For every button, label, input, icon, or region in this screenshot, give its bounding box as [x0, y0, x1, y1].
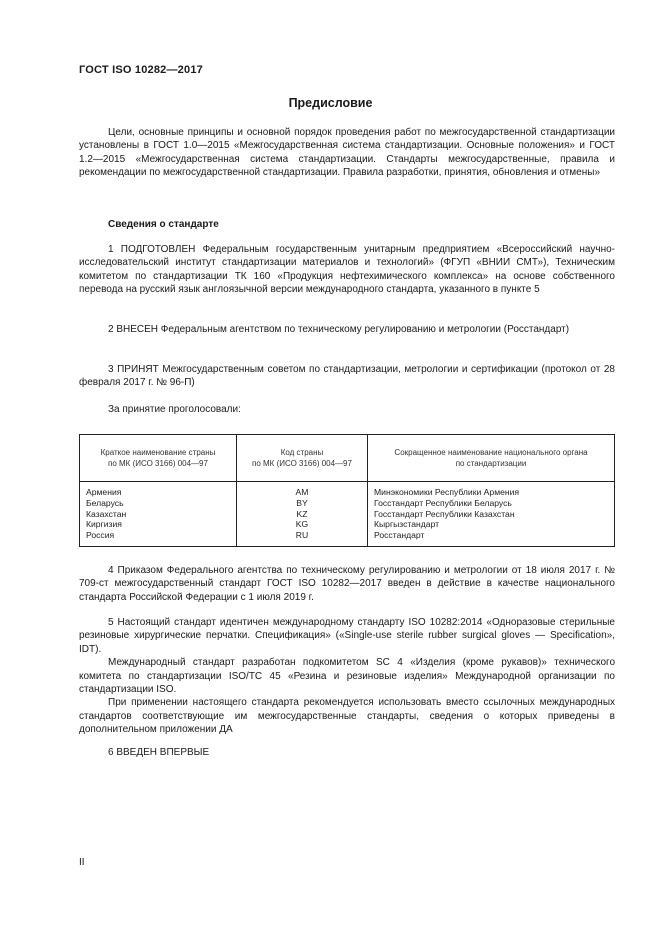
- body-cell: Госстандарт Республики Беларусь: [374, 497, 512, 508]
- item-1-text: 1 ПОДГОТОВЛЕН Федеральным государственным унитарным предприятием «Всероссийский научно-исследовательский институт стандартизации материалов и технологий» (ФГУП «ВНИИ СМТ»), Техническим комитетом по стандартизации ТК 160 «Продукция нефтехимического комплекса» на основе собственного перевода на русский язык англоязычной версии международного стандарта, указанного в пункте 5: [79, 244, 615, 296]
- voting-table: [79, 434, 615, 547]
- voted-text: За принятие проголосовали:: [108, 404, 241, 415]
- code-cell: KZ: [296, 508, 308, 519]
- country-cell: Россия: [86, 530, 115, 541]
- item-6-text: 6 ВВЕДЕН ВПЕРВЫЕ: [108, 747, 210, 758]
- item-3-text: 3 ПРИНЯТ Межгосударственным советом по стандартизации, метрологии и сертификации (протокол от 28 февраля 2017 г. № 96-П): [79, 364, 615, 389]
- table-header-row: [80, 435, 615, 482]
- header-code-line2: по МК (ИСО 3166) 004—97: [252, 459, 352, 468]
- code-cell: AM: [295, 487, 309, 497]
- country-cell: Казахстан: [86, 508, 127, 519]
- code-column: [237, 482, 368, 547]
- item-4: [79, 564, 615, 604]
- item-5-subcommittee: Международный стандарт разработан подкомитетом SC 4 «Изделия (кроме рукавов)» технического комитета по стандартизации ISO/TC 45 «Резина и резиновые изделия» Международной организации по стандартизации ISO.: [79, 657, 615, 696]
- document-header: ГОСТ ISO 10282—2017: [79, 64, 203, 76]
- header-body: [368, 435, 615, 482]
- header-body-line1: Сокращенное наименование национального органа: [394, 448, 588, 457]
- header-country: [80, 435, 237, 482]
- country-column: [80, 482, 237, 547]
- page-title: Предисловие: [288, 96, 373, 110]
- code-cell: RU: [295, 530, 309, 541]
- body-cell: Минэкономики Республики Армения: [374, 487, 520, 497]
- section-heading: Сведения о стандарте: [108, 219, 219, 230]
- header-code-line1: Код страны: [280, 448, 324, 457]
- header-country-line2: по МК (ИСО 3166) 004—97: [108, 459, 208, 468]
- code-cell: KG: [295, 519, 309, 530]
- item-6: [79, 746, 615, 759]
- body-cell: Росстандарт: [374, 530, 425, 541]
- table-row: [80, 482, 615, 547]
- header-country-line1: Краткое наименование страны: [100, 448, 216, 457]
- country-cell: Киргизия: [86, 519, 122, 530]
- item-2: [79, 323, 615, 336]
- code-cell: BY: [296, 497, 308, 508]
- item-1: [79, 243, 615, 297]
- intro-paragraph: [79, 126, 615, 180]
- country-cell: Беларусь: [86, 497, 124, 508]
- country-cell: Армения: [86, 487, 122, 497]
- item-5-references: При применении настоящего стандарта рекомендуется использовать вместо ссылочных международных стандартов соответствующие им межгосударственные стандарты, сведения о которых приведены в дополнительном приложении ДА: [79, 697, 615, 736]
- body-column: [368, 482, 615, 547]
- item-5: [79, 616, 615, 737]
- body-cell: Госстандарт Республики Казахстан: [374, 508, 515, 519]
- header-code: [237, 435, 368, 482]
- voted-label: [79, 403, 615, 416]
- item-3: [79, 363, 615, 390]
- body-cell: Кыргызстандарт: [374, 519, 440, 530]
- intro-text: Цели, основные принципы и основной порядок проведения работ по межгосударственной стандартизации установлены в ГОСТ 1.0—2015 «Межгосударственная система стандартизации. Основные положения» и ГОСТ 1.2—2015 «Межгосударственная система стандартизации. Стандарты межгосударственные, правила и рекомендации по межгосударственной стандартизации. Правила разработки, принятия, обновления и отмены»: [79, 127, 615, 179]
- page-number: II: [79, 857, 85, 868]
- item-4-text: 4 Приказом Федерального агентства по техническому регулированию и метрологии от 18 июля 2017 г. № 709-ст межгосударственный стандарт ГОСТ ISO 10282—2017 введен в действие в качестве национального стандарта Российской Федерации с 1 июля 2019 г.: [79, 565, 615, 603]
- item-2-text: 2 ВНЕСЕН Федеральным агентством по техническому регулированию и метрологии (Росстандарт): [108, 324, 570, 335]
- header-body-line2: по стандартизации: [455, 459, 527, 468]
- item-5-text: 5 Настоящий стандарт идентичен международному стандарту ISO 10282:2014 «Одноразовые стерильные резиновые хирургические перчатки. Спецификация» («Single-use sterile rubber surgical gloves — Specification», IDT).: [79, 617, 615, 655]
